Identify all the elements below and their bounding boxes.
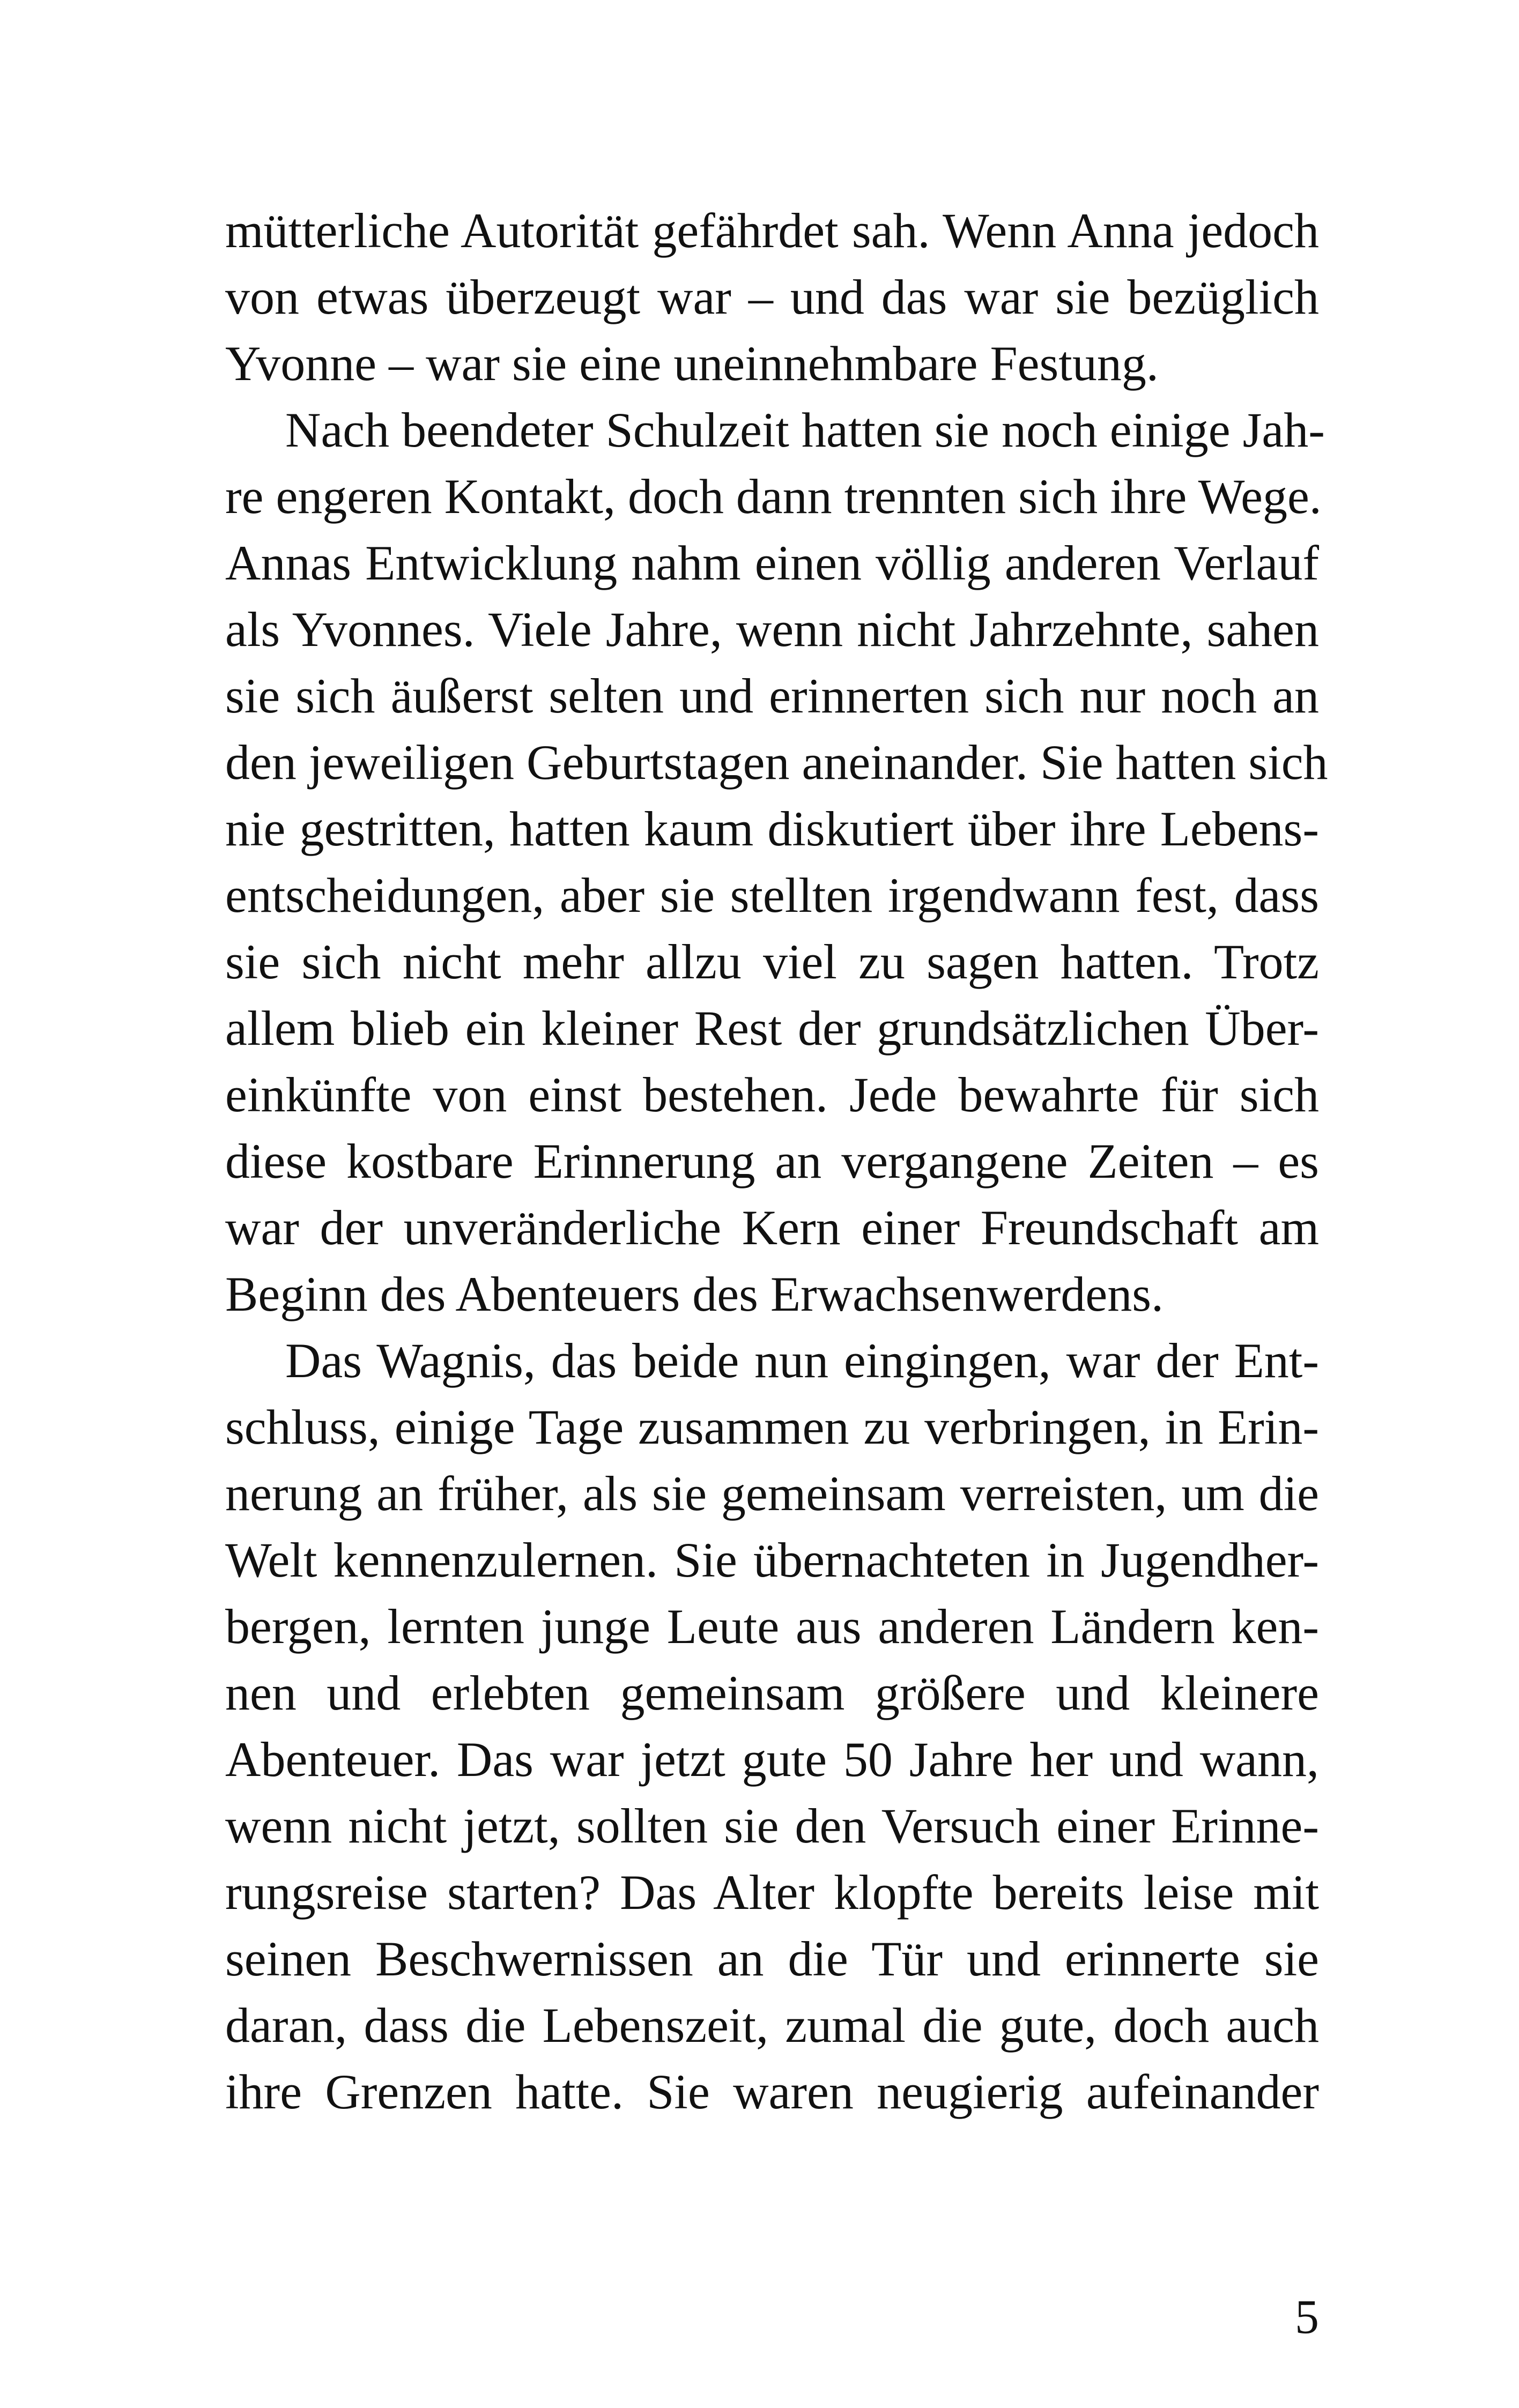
text-line: diese kostbare Erinnerung an vergangene Zeiten – es — [225, 1134, 1319, 1188]
text-line: Annas Entwicklung nahm einen völlig anderen Verlauf — [225, 536, 1319, 590]
text-line: schluss, einige Tage zusammen zu verbringen, in Erin- — [225, 1400, 1319, 1454]
text-line: allem blieb ein kleiner Rest der grundsätzlichen Über- — [225, 1001, 1319, 1056]
text-line: bergen, lernten junge Leute aus anderen Ländern ken- — [225, 1599, 1319, 1654]
text-line: einkünfte von einst bestehen. Jede bewahrte für sich — [225, 1067, 1319, 1122]
text-line: sie sich äußerst selten und erinnerten sich nur noch an — [225, 668, 1319, 723]
text-line: Das Wagnis, das beide nun eingingen, war der Ent- — [285, 1333, 1319, 1388]
text-line: entscheidungen, aber sie stellten irgendwann fest, dass — [225, 868, 1319, 923]
text-line: Abenteuer. Das war jetzt gute 50 Jahre her und wann, — [225, 1732, 1319, 1787]
text-line: ihre Grenzen hatte. Sie waren neugierig aufeinander — [225, 2064, 1319, 2119]
text-line: Nach beendeter Schulzeit hatten sie noch einige Jah- — [285, 403, 1325, 457]
text-line: war der unveränderliche Kern einer Freundschaft am — [225, 1200, 1319, 1255]
text-line: wenn nicht jetzt, sollten sie den Versuch einer Erinne- — [225, 1798, 1319, 1853]
text-line: re engeren Kontakt, doch dann trennten sich ihre Wege. — [225, 469, 1322, 524]
text-line: seinen Beschwernissen an die Tür und erinnerte sie — [225, 1931, 1319, 1986]
text-line: nie gestritten, hatten kaum diskutiert über ihre Lebens- — [225, 801, 1319, 856]
text-line: als Yvonnes. Viele Jahre, wenn nicht Jahrzehnte, sahen — [225, 602, 1319, 657]
text-line: sie sich nicht mehr allzu viel zu sagen hatten. Trotz — [225, 934, 1319, 989]
body-text — [225, 197, 1328, 2125]
text-line: Yvonne – war sie eine uneinnehmbare Festung. — [225, 336, 1159, 391]
text-line: daran, dass die Lebenszeit, zumal die gute, doch auch — [225, 1998, 1319, 2053]
text-line: nerung an früher, als sie gemeinsam verreisten, um die — [225, 1466, 1319, 1521]
page-number: 5 — [1295, 2291, 1319, 2344]
text-line: nen und erlebten gemeinsam größere und kleinere — [225, 1666, 1319, 1720]
text-line: Welt kennenzulernen. Sie übernachteten in Jugendher- — [225, 1533, 1319, 1587]
text-line: Beginn des Abenteuers des Erwachsenwerdens. — [225, 1267, 1164, 1321]
text-line: den jeweiligen Geburtstagen aneinander. Sie hatten sich — [225, 735, 1328, 790]
text-line: von etwas überzeugt war – und das war sie bezüglich — [225, 270, 1319, 324]
text-line: mütterliche Autorität gefährdet sah. Wenn Anna jedoch — [225, 203, 1319, 258]
text-line: rungsreise starten? Das Alter klopfte bereits leise mit — [225, 1865, 1319, 1920]
